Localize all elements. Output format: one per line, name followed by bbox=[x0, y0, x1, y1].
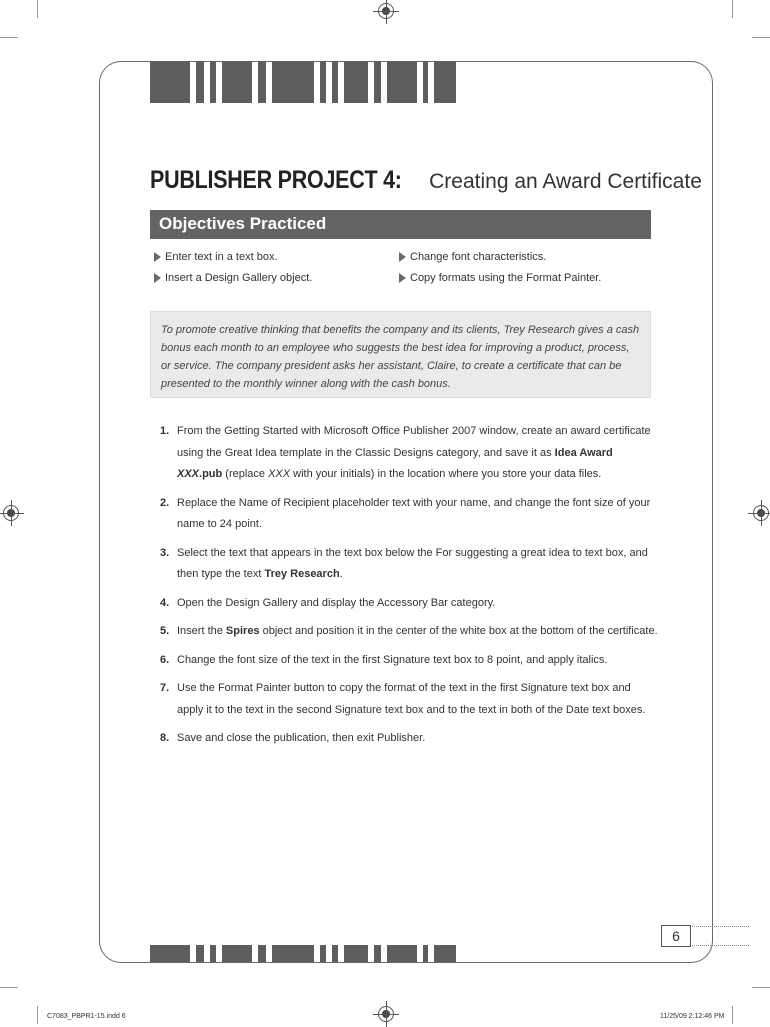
steps-list bbox=[160, 421, 660, 757]
step-item: 6. Change the font size of the text in the first Signature text box to 8 point, and apply italics. bbox=[160, 653, 608, 666]
crop-mark bbox=[0, 37, 18, 38]
crop-mark bbox=[37, 1006, 38, 1024]
page-number-rule bbox=[689, 945, 749, 946]
crop-mark bbox=[732, 1006, 733, 1024]
page-number: 6 bbox=[661, 925, 691, 947]
crop-mark bbox=[37, 0, 38, 18]
crop-mark bbox=[752, 987, 770, 988]
bullet-triangle-icon bbox=[154, 252, 161, 262]
objective-item: Insert a Design Gallery object. bbox=[154, 272, 312, 284]
registration-mark-icon bbox=[3, 505, 19, 521]
crop-mark bbox=[732, 0, 733, 18]
page-number-rule bbox=[689, 926, 749, 927]
step-item: 7. Use the Format Painter button to copy the format of the text in the first Signature text box and apply it to the text in the second Signature text box and to the text in both of the Date text boxes. bbox=[160, 682, 646, 716]
objectives-heading: Objectives Practiced bbox=[159, 214, 327, 233]
registration-mark-icon bbox=[753, 505, 769, 521]
bullet-triangle-icon bbox=[399, 252, 406, 262]
objective-item: Enter text in a text box. bbox=[154, 251, 278, 263]
bullet-triangle-icon bbox=[399, 273, 406, 283]
crop-mark bbox=[752, 37, 770, 38]
footer-file-name: C7083_PBPR1-15.indd 6 bbox=[47, 1013, 126, 1020]
step-item: 4. Open the Design Gallery and display the Accessory Bar category. bbox=[160, 596, 496, 609]
step-item: 5. Insert the Spires object and position it in the center of the white box at the bottom of the certificate. bbox=[160, 625, 658, 637]
crop-mark bbox=[0, 987, 18, 988]
step-item: 8. Save and close the publication, then exit Publisher. bbox=[160, 732, 426, 744]
page-title bbox=[150, 166, 702, 195]
scenario-text: To promote creative thinking that benefits the company and its clients, Trey Research gives a cash bonus each month to an employee who suggests the best idea for improving a product, process, or service. The company president asks her assistant, Claire, to create a certificate that can be presented to the monthly winner along with the cash bonus. bbox=[161, 324, 640, 390]
objectives-header bbox=[150, 210, 651, 239]
objective-item: Change font characteristics. bbox=[399, 251, 546, 263]
objective-item: Copy formats using the Format Painter. bbox=[399, 272, 601, 284]
registration-mark-icon bbox=[378, 3, 394, 19]
step-item: 1. From the Getting Started with Microsoft Office Publisher 2007 window, create an award certificate using the Great Idea template in the Classic Designs category, and save it as Idea Award XXX.pub (replace XXX with your initials) in the location where you store your data files. bbox=[160, 425, 651, 480]
title-project: PUBLISHER PROJECT 4: bbox=[150, 166, 402, 194]
bullet-triangle-icon bbox=[154, 273, 161, 283]
title-subject: Creating an Award Certificate bbox=[429, 170, 702, 193]
footer-bar-decoration bbox=[150, 945, 462, 962]
step-item: 2. Replace the Name of Recipient placeholder text with your name, and change the font size of your name to 24 point. bbox=[160, 496, 651, 530]
scenario-box bbox=[150, 311, 651, 398]
step-item: 3. Select the text that appears in the text box below the For suggesting a great idea to text box, and then type the text Trey Research. bbox=[160, 546, 648, 580]
header-bar-decoration bbox=[150, 61, 462, 103]
footer-timestamp: 11/25/09 2:12:46 PM bbox=[660, 1013, 725, 1020]
registration-mark-icon bbox=[378, 1006, 394, 1022]
